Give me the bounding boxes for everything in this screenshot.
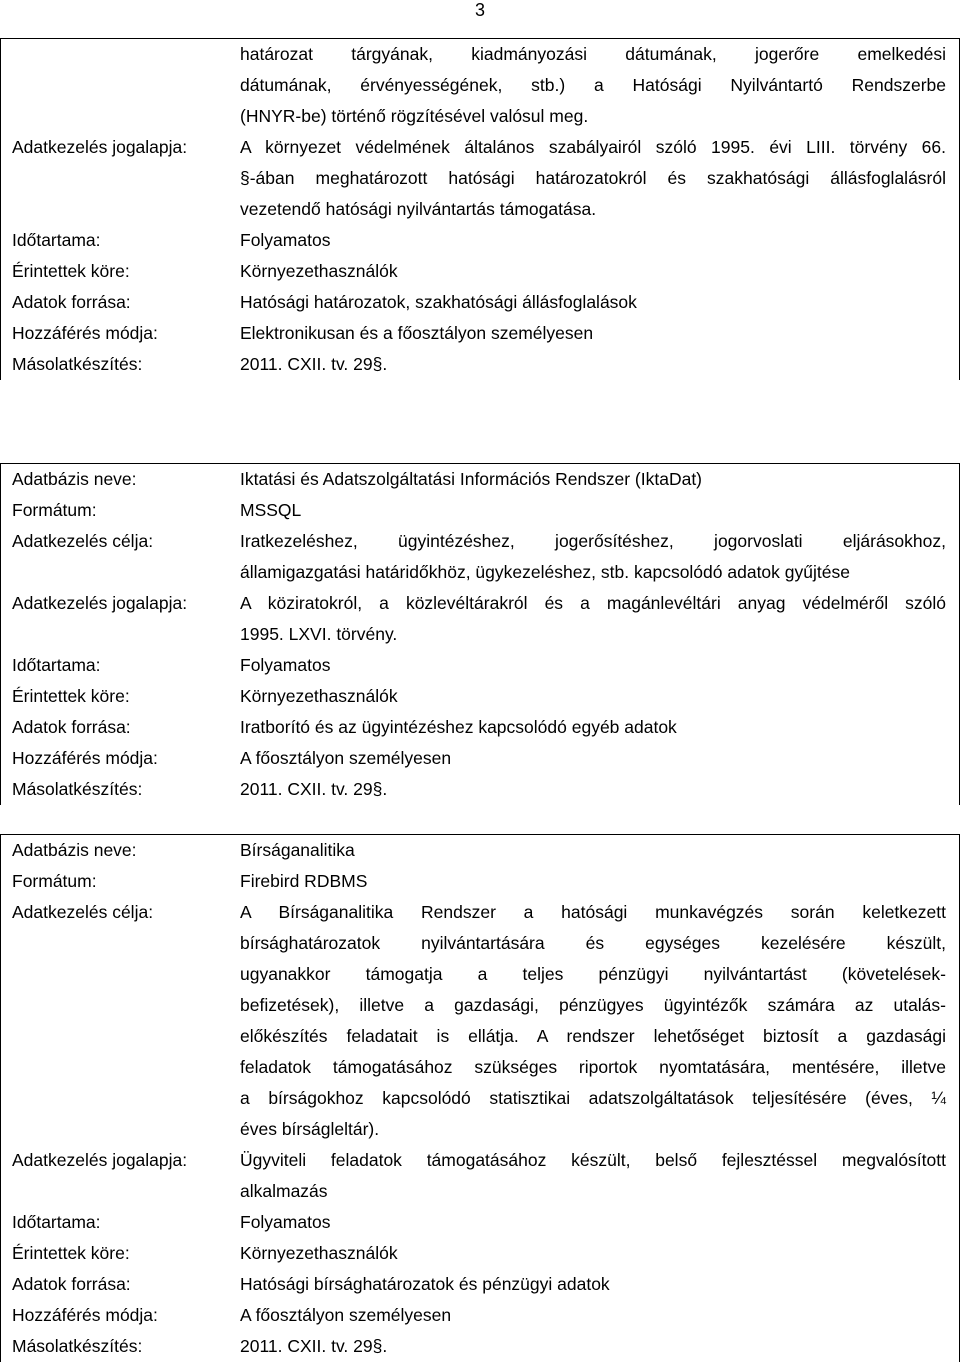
continuation-row: [1, 39, 959, 132]
field-row-adatok-forrasa: [1, 287, 959, 318]
field-row-adatbazis-neve: [1, 835, 959, 866]
field-value: [240, 712, 946, 743]
field-label: Adatok forrása:: [12, 717, 131, 737]
field-value: [240, 835, 946, 866]
value-line: A főosztályon személyesen: [240, 748, 452, 768]
field-label: Adatbázis neve:: [12, 840, 137, 860]
value-line: A környezet védelmének általános szabályairól szóló 1995. évi LIII. törvény 66.: [240, 137, 946, 157]
value-line: ugyanakkor támogatja a teljes pénzügyi nyilvántartást (követelések-: [240, 964, 946, 984]
field-label: Adatok forrása:: [12, 292, 131, 312]
value-line: (HNYR-be) történő rögzítésével valósul meg.: [240, 106, 589, 126]
field-value: [240, 495, 946, 526]
field-label: Időtartama:: [12, 1212, 101, 1232]
value-line: 1995. LXVI. törvény.: [240, 624, 398, 644]
field-label: Adatkezelés jogalapja:: [12, 137, 188, 157]
value-line: Iratborító és az ügyintézéshez kapcsolódó egyéb adatok: [240, 717, 677, 737]
field-label: Másolatkészítés:: [12, 354, 143, 374]
value-line: 2011. CXII. tv. 29§.: [240, 1336, 388, 1356]
value-line: A Bírságanalitika Rendszer a hatósági munkavégzés során keletkezett: [240, 902, 946, 922]
field-value: [240, 650, 946, 681]
field-row-idotartama: [1, 1207, 959, 1238]
field-label: Adatkezelés jogalapja:: [12, 1150, 188, 1170]
field-label: Formátum:: [12, 871, 97, 891]
field-row-masolatkeszites: [1, 774, 959, 805]
value-line: alkalmazás: [240, 1181, 328, 1201]
field-row-erintettek-kore: [1, 681, 959, 712]
value-line: dátumának, érvényességének, stb.) a Hatósági Nyilvántartó Rendszerbe: [240, 75, 946, 95]
field-value: [240, 743, 946, 774]
field-value: [240, 1207, 946, 1238]
field-value: [240, 681, 946, 712]
record-section-iktadat: [0, 463, 960, 805]
field-value: [240, 464, 946, 495]
field-label: Hozzáférés módja:: [12, 748, 158, 768]
field-label: Adatkezelés jogalapja:: [12, 593, 188, 613]
record-section-1: [0, 38, 960, 380]
value-line: feladatok támogatásához szükséges riportok nyomtatására, mentésére, illetve: [240, 1057, 946, 1077]
field-row-adatok-forrasa: [1, 712, 959, 743]
field-value: [240, 588, 946, 650]
field-label: Érintettek köre:: [12, 686, 130, 706]
field-row-erintettek-kore: [1, 1238, 959, 1269]
field-value: [240, 526, 946, 588]
field-value: [240, 897, 946, 1145]
value-line: 2011. CXII. tv. 29§.: [240, 779, 388, 799]
continuation-text: [240, 39, 946, 132]
field-label: Adatok forrása:: [12, 1274, 131, 1294]
field-value: [240, 1238, 946, 1269]
field-label: Érintettek köre:: [12, 261, 130, 281]
field-label: Érintettek köre:: [12, 1243, 130, 1263]
field-row-formatum: [1, 866, 959, 897]
field-value: [240, 256, 946, 287]
value-line: Ügyviteli feladatok támogatásához készült, belső fejlesztéssel megvalósított: [240, 1150, 946, 1170]
field-row-formatum: [1, 495, 959, 526]
value-line: előkészítés feladatait is ellátja. A rendszer lehetőséget biztosít a gazdasági: [240, 1026, 946, 1046]
field-row-idotartama: [1, 225, 959, 256]
field-row-adatkezeles-celja: [1, 526, 959, 588]
field-row-idotartama: [1, 650, 959, 681]
value-line: §-ában meghatározott hatósági határozatokról és szakhatósági állásfoglalásról: [240, 168, 946, 188]
field-row-masolatkeszites: [1, 1331, 959, 1362]
field-row-adatkezeles-jogalapja: [1, 1145, 959, 1207]
field-value: [240, 318, 946, 349]
value-line: MSSQL: [240, 500, 302, 520]
value-line: vezetendő hatósági nyilvántartás támogatása.: [240, 199, 597, 219]
field-row-hozzaferes-modja: [1, 743, 959, 774]
value-line: Folyamatos: [240, 655, 331, 675]
value-line: A főosztályon személyesen: [240, 1305, 452, 1325]
value-line: Hatósági bírsághatározatok és pénzügyi adatok: [240, 1274, 610, 1294]
field-row-hozzaferes-modja: [1, 1300, 959, 1331]
field-row-erintettek-kore: [1, 256, 959, 287]
field-label: Hozzáférés módja:: [12, 1305, 158, 1325]
value-line: Firebird RDBMS: [240, 871, 368, 891]
value-line: éves bírságleltár).: [240, 1119, 380, 1139]
value-line: Folyamatos: [240, 230, 331, 250]
value-line: Környezethasználók: [240, 686, 398, 706]
value-line: Elektronikusan és a főosztályon személyesen: [240, 323, 594, 343]
field-row-adatok-forrasa: [1, 1269, 959, 1300]
field-value: [240, 132, 946, 225]
page-number: 3: [474, 0, 485, 20]
field-row-adatkezeles-jogalapja: [1, 588, 959, 650]
field-label: Másolatkészítés:: [12, 779, 143, 799]
field-value: [240, 1269, 946, 1300]
field-value: [240, 1300, 946, 1331]
value-line: 2011. CXII. tv. 29§.: [240, 354, 388, 374]
value-line: befizetések), illetve a gazdasági, pénzügyes ügyintézők számára az utalás-: [240, 995, 946, 1015]
value-line: bírsághatározatok nyilvántartására és egységes kezelésére készült,: [240, 933, 946, 953]
value-line: Környezethasználók: [240, 261, 398, 281]
field-label: Formátum:: [12, 500, 97, 520]
value-line: a bírságokhoz kapcsolódó statisztikai adatszolgáltatások teljesítésére (éves, ¼: [240, 1088, 946, 1108]
field-value: [240, 225, 946, 256]
field-label: Hozzáférés módja:: [12, 323, 158, 343]
field-label: Adatbázis neve:: [12, 469, 137, 489]
field-value: [240, 1145, 946, 1207]
field-row-adatbazis-neve: [1, 464, 959, 495]
field-row-adatkezeles-jogalapja: [1, 132, 959, 225]
record-section-birsaganalitika: [0, 834, 960, 1362]
field-value: [240, 774, 946, 805]
field-row-adatkezeles-celja: [1, 897, 959, 1145]
field-label: Időtartama:: [12, 655, 101, 675]
value-line: Bírságanalitika: [240, 840, 355, 860]
field-label: Időtartama:: [12, 230, 101, 250]
value-line: A köziratokról, a közlevéltárakról és a magánlevéltári anyag védelméről szóló: [240, 593, 946, 613]
value-line: határozat tárgyának, kiadmányozási dátumának, jogerőre emelkedési: [240, 44, 946, 64]
field-value: [240, 1331, 946, 1362]
field-label: Másolatkészítés:: [12, 1336, 143, 1356]
value-line: Hatósági határozatok, szakhatósági állásfoglalások: [240, 292, 637, 312]
field-value: [240, 349, 946, 380]
field-label: Adatkezelés célja:: [12, 902, 154, 922]
value-line: Iktatási és Adatszolgáltatási Információs Rendszer (IktaDat): [240, 469, 703, 489]
value-line: Iratkezeléshez, ügyintézéshez, jogerősítéshez, jogorvoslati eljárásokhoz,: [240, 531, 946, 551]
value-line: Folyamatos: [240, 1212, 331, 1232]
value-line: Környezethasználók: [240, 1243, 398, 1263]
field-value: [240, 866, 946, 897]
field-row-hozzaferes-modja: [1, 318, 959, 349]
field-label: Adatkezelés célja:: [12, 531, 154, 551]
field-row-masolatkeszites: [1, 349, 959, 380]
field-value: [240, 287, 946, 318]
value-line: államigazgatási határidőkhöz, ügykezeléshez, stb. kapcsolódó adatok gyűjtése: [240, 562, 850, 582]
